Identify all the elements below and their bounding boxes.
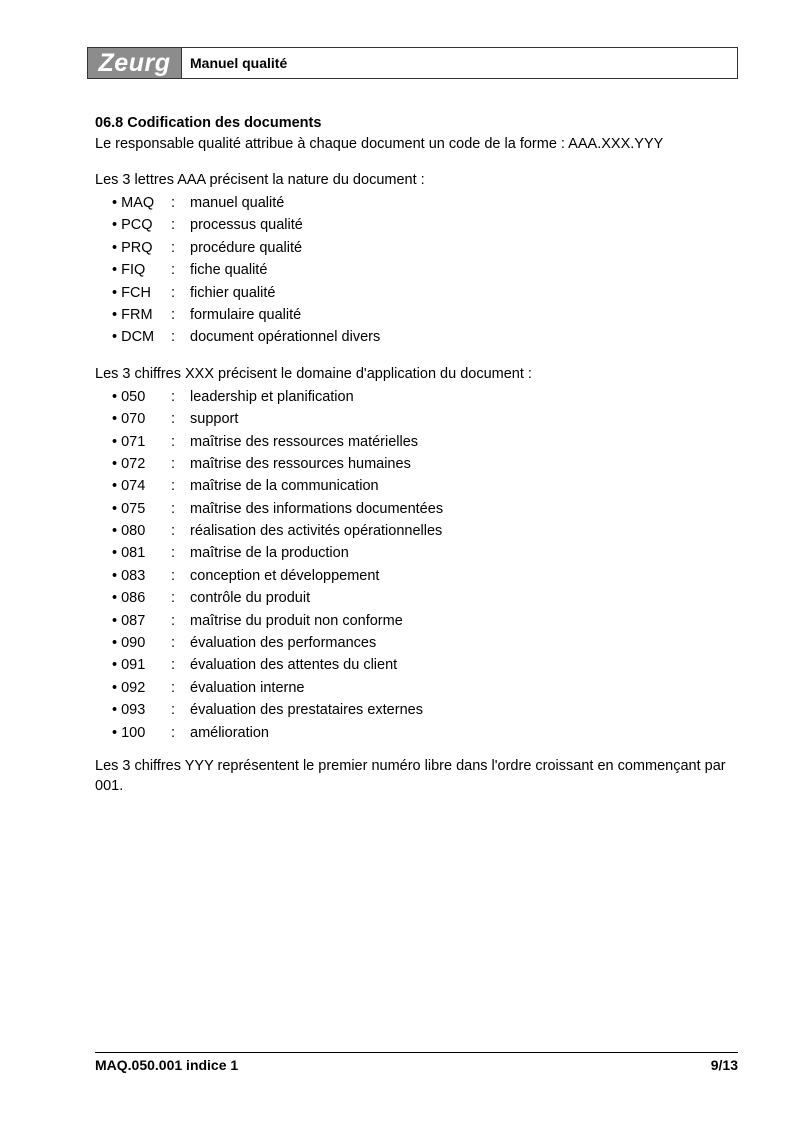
page-header	[87, 47, 738, 79]
domain-list-item	[95, 587, 745, 609]
item-separator: :	[171, 702, 176, 719]
item-code: • 093	[95, 699, 171, 721]
item-code: • DCM	[95, 326, 171, 348]
item-label: maîtrise des ressources humaines	[190, 455, 411, 472]
item-separator: :	[171, 411, 176, 428]
item-code: • MAQ	[95, 192, 171, 214]
domain-list-item	[95, 408, 745, 430]
item-separator: :	[171, 635, 176, 652]
item-separator: :	[171, 239, 176, 256]
nature-list-item	[95, 192, 745, 214]
item-code: • 070	[95, 408, 171, 430]
nature-list-item	[95, 214, 745, 236]
item-code: • PRQ	[95, 237, 171, 259]
item-separator: :	[171, 679, 176, 696]
item-label: support	[190, 411, 239, 428]
page-number: 9/13	[710, 1057, 738, 1073]
domain-list-item	[95, 632, 745, 654]
item-code: • 050	[95, 386, 171, 408]
item-separator: :	[171, 262, 176, 279]
item-label: procédure qualité	[190, 239, 303, 256]
domain-list-item	[95, 654, 745, 676]
domain-list-item	[95, 431, 745, 453]
item-code: • 074	[95, 475, 171, 497]
item-separator: :	[171, 329, 176, 346]
item-code: • 091	[95, 654, 171, 676]
item-code: • 100	[95, 722, 171, 744]
section-title: 06.8 Codification des documents	[95, 115, 322, 131]
nature-list-item	[95, 259, 745, 281]
nature-intro: Les 3 lettres AAA précisent la nature du document :	[95, 172, 425, 188]
domain-list-item	[95, 699, 745, 721]
item-separator: :	[171, 284, 176, 301]
domain-list-item	[95, 386, 745, 408]
item-code: • 092	[95, 677, 171, 699]
item-code: • 083	[95, 565, 171, 587]
item-label: maîtrise de la communication	[190, 478, 379, 495]
item-separator: :	[171, 433, 176, 450]
item-separator: :	[171, 523, 176, 540]
document-reference: MAQ.050.001 indice 1	[95, 1057, 239, 1073]
item-code: • 080	[95, 520, 171, 542]
item-label: fichier qualité	[190, 284, 276, 301]
item-separator: :	[171, 545, 176, 562]
item-label: évaluation des performances	[190, 635, 377, 652]
item-code: • 075	[95, 498, 171, 520]
domain-intro: Les 3 chiffres XXX précisent le domaine d'application du document :	[95, 365, 532, 382]
item-separator: :	[171, 567, 176, 584]
nature-list-item	[95, 326, 745, 348]
item-label: leadership et planification	[190, 388, 354, 405]
domain-list-item	[95, 475, 745, 497]
page-footer	[95, 1052, 738, 1073]
item-separator: :	[171, 217, 176, 234]
domain-list-item	[95, 677, 745, 699]
item-separator: :	[171, 657, 176, 674]
nature-list	[95, 192, 745, 349]
item-code: • 086	[95, 587, 171, 609]
item-label: maîtrise des ressources matérielles	[190, 433, 419, 450]
item-separator: :	[171, 478, 176, 495]
item-label: document opérationnel divers	[190, 329, 381, 346]
domain-list-item	[95, 542, 745, 564]
domain-list-item	[95, 498, 745, 520]
item-label: manuel qualité	[190, 195, 285, 211]
item-label: maîtrise de la production	[190, 545, 349, 562]
domain-list-item	[95, 565, 745, 587]
document-title: Manuel qualité	[190, 55, 288, 71]
item-code: • FCH	[95, 282, 171, 304]
item-label: conception et développement	[190, 567, 380, 584]
item-label: évaluation interne	[190, 679, 305, 696]
item-separator: :	[171, 306, 176, 323]
item-label: évaluation des attentes du client	[190, 657, 398, 674]
domain-list-item	[95, 453, 745, 475]
item-separator: :	[171, 612, 176, 629]
domain-list-item	[95, 520, 745, 542]
section-intro: Le responsable qualité attribue à chaque document un code de la forme : AAA.XXX.YYY	[95, 136, 664, 152]
item-code: • 081	[95, 542, 171, 564]
section-outro: Les 3 chiffres YYY représentent le premier numéro libre dans l'ordre croissant en commençant par 001.	[95, 757, 726, 794]
item-label: évaluation des prestataires externes	[190, 702, 423, 719]
item-label: réalisation des activités opérationnelles	[190, 523, 443, 540]
item-code: • FRM	[95, 304, 171, 326]
domain-list	[95, 386, 745, 744]
item-label: formulaire qualité	[190, 306, 302, 323]
company-logo: Zeurg	[88, 48, 182, 78]
item-code: • FIQ	[95, 259, 171, 281]
item-code: • 071	[95, 431, 171, 453]
document-body	[95, 113, 745, 810]
nature-list-item	[95, 304, 745, 326]
item-separator: :	[171, 724, 176, 741]
item-separator: :	[171, 590, 176, 607]
item-label: contrôle du produit	[190, 590, 311, 607]
item-separator: :	[171, 500, 176, 517]
item-separator: :	[171, 388, 176, 405]
item-label: fiche qualité	[190, 262, 268, 279]
item-code: • 090	[95, 632, 171, 654]
item-code: • 087	[95, 610, 171, 632]
item-label: maîtrise du produit non conforme	[190, 612, 403, 629]
domain-list-item	[95, 722, 745, 744]
nature-list-item	[95, 282, 745, 304]
domain-list-item	[95, 610, 745, 632]
item-code: • PCQ	[95, 214, 171, 236]
item-label: maîtrise des informations documentées	[190, 500, 444, 517]
nature-list-item	[95, 237, 745, 259]
item-label: processus qualité	[190, 217, 303, 234]
item-label: amélioration	[190, 724, 269, 741]
item-code: • 072	[95, 453, 171, 475]
item-separator: :	[171, 455, 176, 472]
item-separator: :	[171, 195, 176, 211]
